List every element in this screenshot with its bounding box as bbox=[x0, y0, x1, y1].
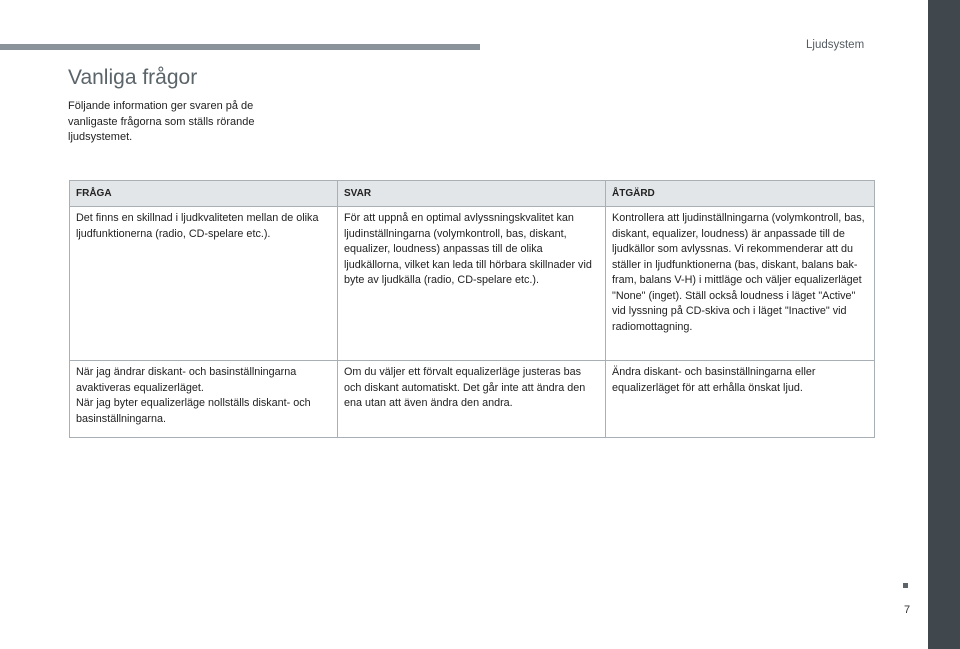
table-header-row bbox=[70, 181, 875, 207]
question-text: Det finns en skillnad i ljudkvaliteten mellan de olika ljudfunktionerna (radio, CD-spelare etc.). bbox=[76, 212, 319, 240]
table-row bbox=[70, 207, 875, 361]
answer-text: För att uppnå en optimal avlyssningskvalitet kan ljudinställningarna (volymkontroll, bas, diskant, equalizer, loudness) anpassas till de olika ljudkällorna, vilket kan leda till hörbara skillnader vid byte av ljudkälla (radio, CD-spelare etc.). bbox=[344, 212, 592, 286]
answer-cell bbox=[338, 207, 606, 361]
action-cell bbox=[606, 361, 875, 438]
intro-text: Följande information ger svaren på de vanligaste frågorna som ställs rörande ljudsystemet. bbox=[68, 100, 255, 143]
action-cell bbox=[606, 207, 875, 361]
answer-text: Om du väljer ett förvalt equalizerläge justeras bas och diskant automatiskt. Det går inte att ändra den ena utan att även ändra den andra. bbox=[344, 366, 586, 409]
page-number: 7 bbox=[904, 604, 911, 616]
action-text: Ändra diskant- och basinställningarna eller equalizerläget för att erhålla önskat ljud. bbox=[612, 366, 816, 394]
top-rule bbox=[0, 44, 480, 50]
question-text: När jag byter equalizerläge nollställs diskant- och basinställningarna. bbox=[76, 397, 311, 425]
column-header-answer: SVAR bbox=[338, 181, 606, 207]
action-text: Kontrollera att ljudinställningarna (volymkontroll, bas, diskant, equalizer, loudness) är anpassade till de ljudkällor som avlyssnas. Vi rekommenderar att du ställer in ljudfunktionerna (bas, diskant, balans bak-fram, balans V-H) i mittläge och väljer equalizerläget "None" (inget). Ställ också loudness i läget "Active" vid lyssning på CD-skiva och i läget "Inactive" vid radiomottagning. bbox=[612, 212, 865, 333]
page-title: Vanliga frågor bbox=[68, 66, 198, 89]
column-header-question: FRÅGA bbox=[70, 181, 338, 207]
page-edge-sidebar bbox=[928, 0, 960, 649]
faq-table bbox=[69, 180, 875, 438]
section-label: Ljudsystem bbox=[806, 39, 865, 51]
page-marker-icon bbox=[903, 583, 908, 588]
answer-cell bbox=[338, 361, 606, 438]
table-row bbox=[70, 361, 875, 438]
question-cell bbox=[70, 207, 338, 361]
column-header-action: ÅTGÄRD bbox=[606, 181, 875, 207]
question-text: När jag ändrar diskant- och basinställningarna avaktiveras equalizerläget. bbox=[76, 366, 297, 394]
question-cell bbox=[70, 361, 338, 438]
